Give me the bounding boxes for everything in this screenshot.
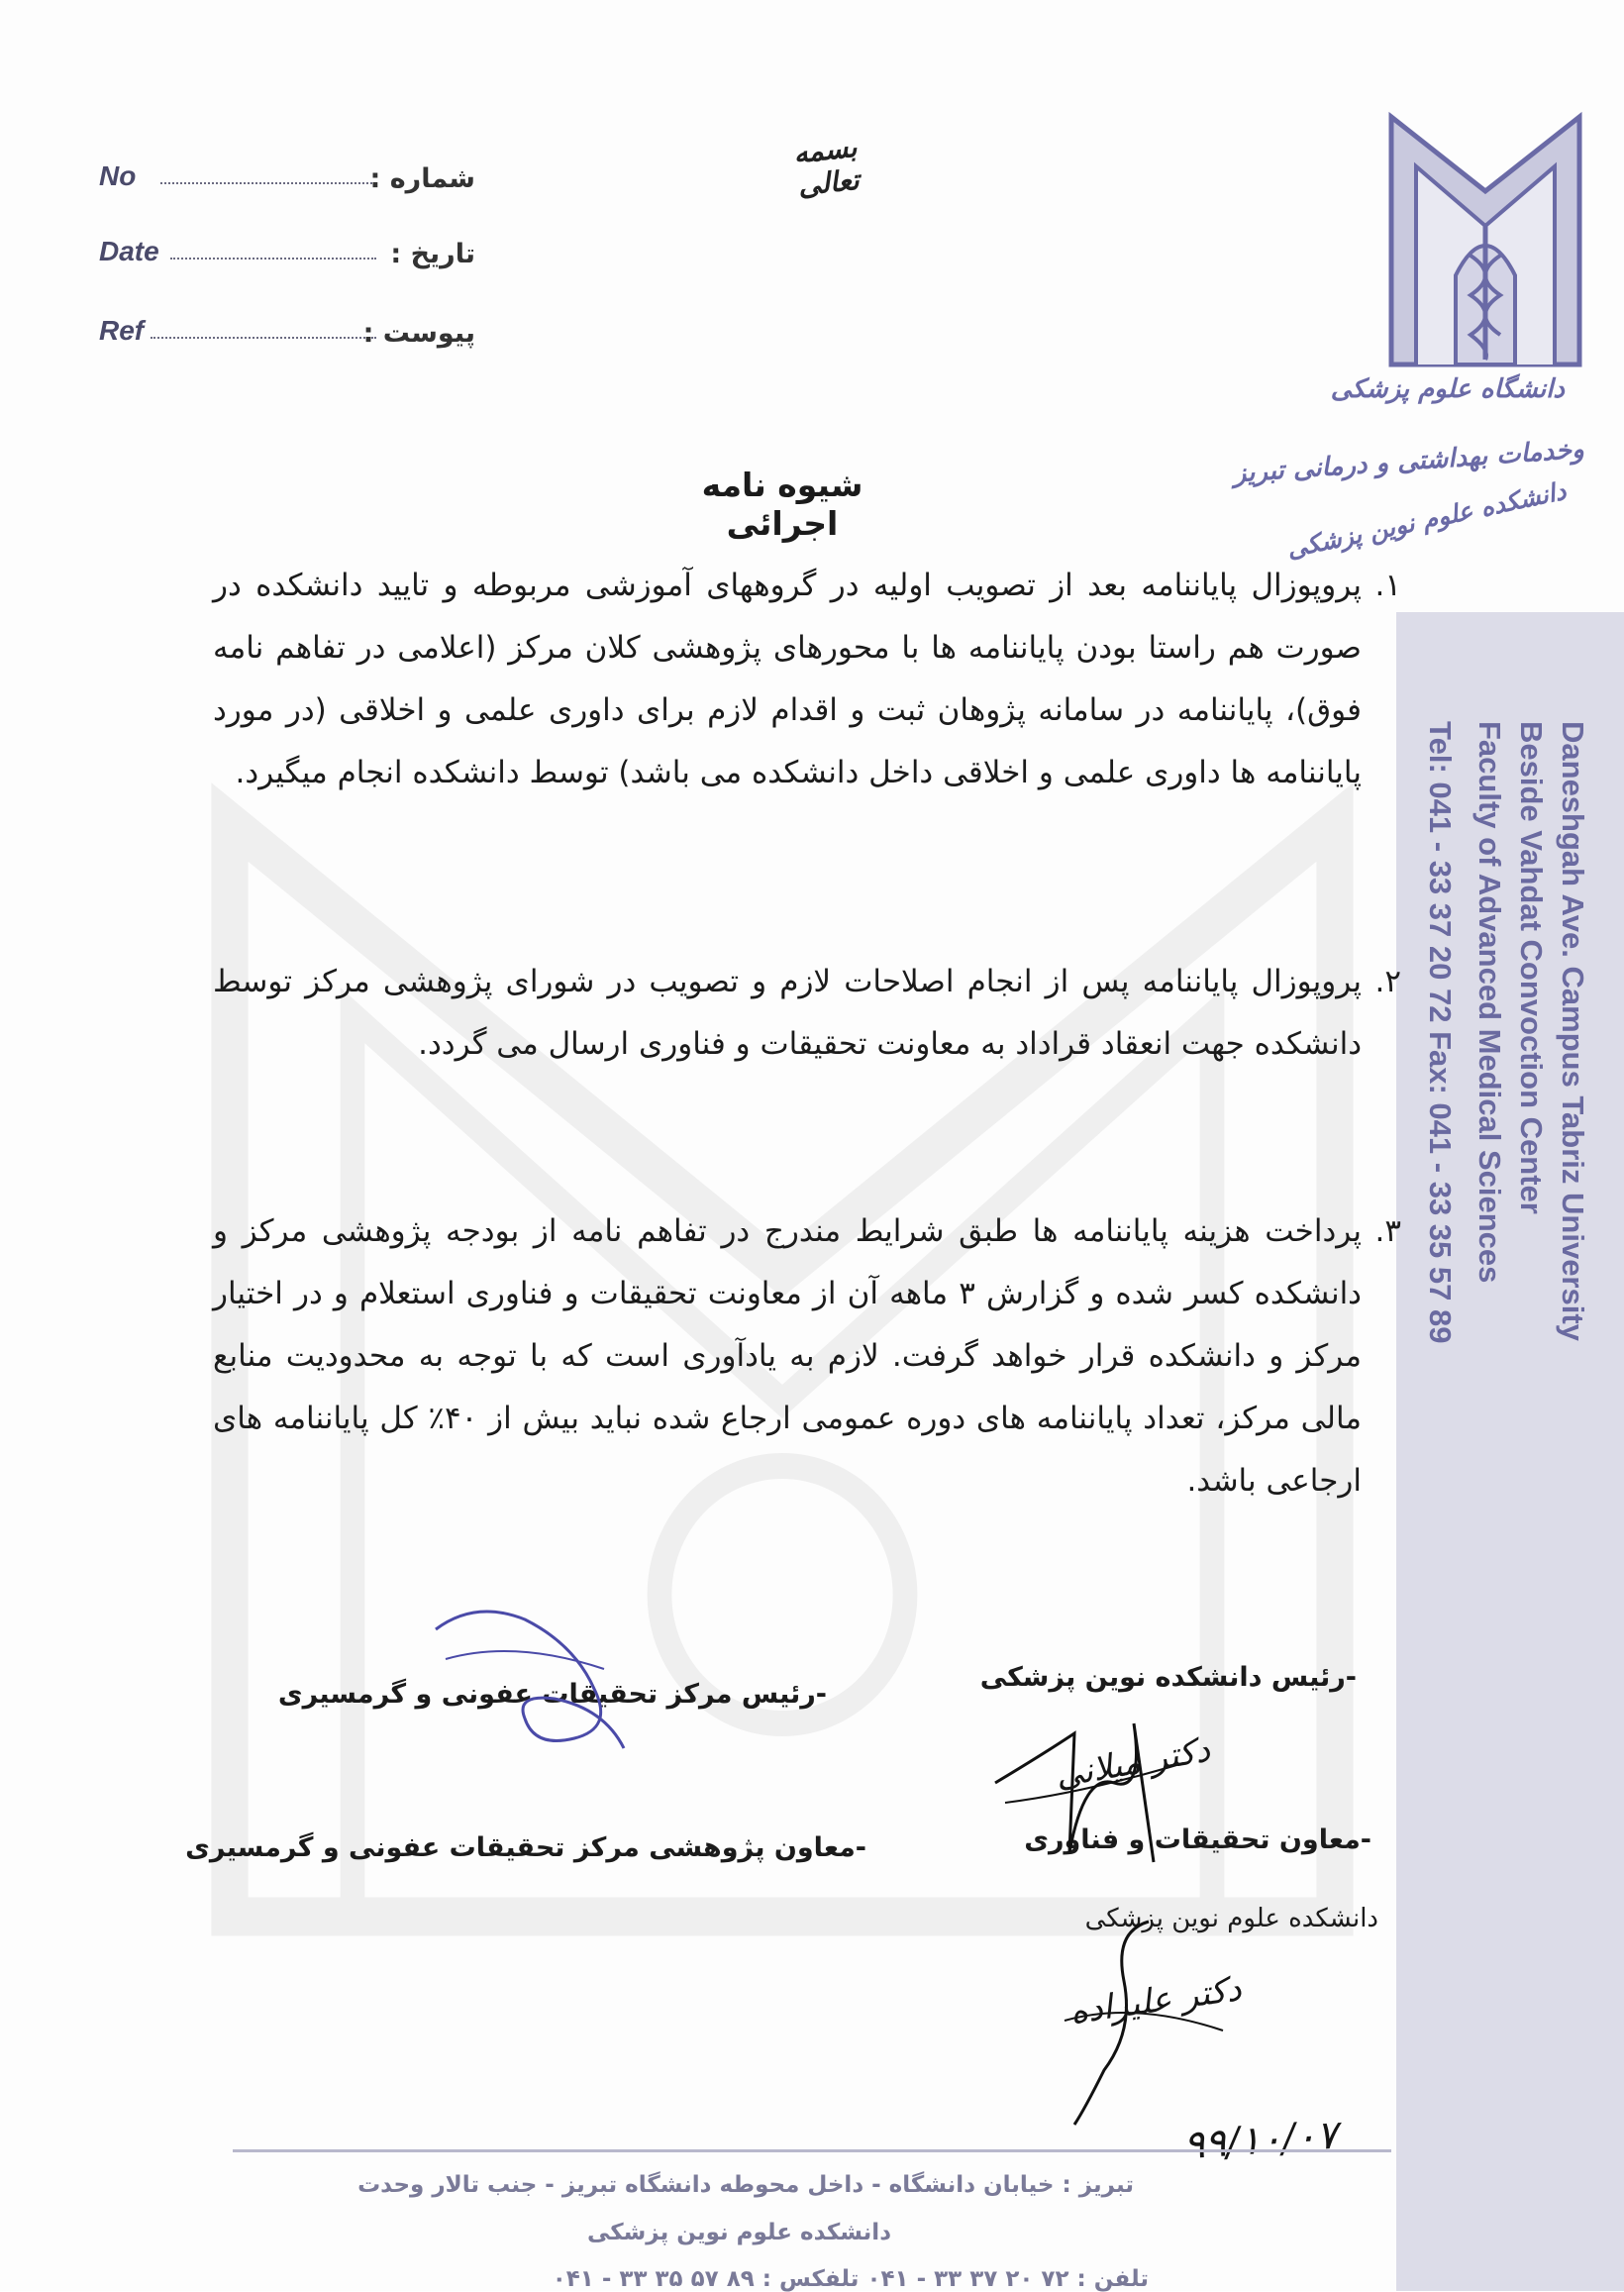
paragraph-item — [213, 951, 1401, 1076]
side-phone-line: Tel: 041 - 33 37 20 72 Fax: 041 - 33 35 57 89 — [1423, 721, 1458, 1344]
logo-caption-university: دانشگاه علوم پزشکی — [1330, 374, 1565, 404]
ref-label-en: Ref — [99, 315, 145, 346]
document-title: شیوه نامه اجرائی — [701, 466, 863, 543]
number-dotted-line — [160, 182, 376, 184]
footer-phones: تلفن : ۷۲ ۲۰ ۳۷ ۳۳ - ۰۴۱ تلفکس : ۸۹ ۵۷ ۳۵ ۳۳ - ۰۴۱ — [552, 2266, 1149, 2292]
signatory-research-deputy: -معاون تحقیقات و فناوری — [1024, 1824, 1371, 1855]
date-dotted-line — [170, 258, 376, 260]
item-text: پروپوزال پایاننامه پس از انجام اصلاحات لازم و تصویب در شورای پژوهشی مرکز توسط دانشکده جهت انعقاد قراداد به معاونت تحقیقات و فناوری ارسال می گردد. — [213, 964, 1362, 1062]
side-band-text — [1396, 612, 1624, 1504]
paragraph-item — [213, 555, 1401, 804]
number-label-en: No — [99, 160, 137, 191]
handwritten-date: ۹۹/۱۰/۰۷ — [1181, 2112, 1340, 2169]
item-number: ۲. — [1374, 964, 1401, 999]
handwritten-name-faculty-head: دکتر میلانی — [1052, 1729, 1213, 1797]
signatory-center-head: -رئیس مرکز تحقیقات عفونی و گرمسیری — [277, 1679, 827, 1710]
paragraph-item — [213, 1200, 1401, 1512]
signatory-center-research-deputy: -معاون پژوهشی مرکز تحقیقات عفونی و گرمسیری — [185, 1832, 866, 1863]
handwritten-name-research-deputy: دکتر علیزاده — [1067, 1969, 1245, 2032]
footer-divider — [233, 2149, 1391, 2152]
item-number: ۱. — [1374, 568, 1401, 603]
logo-caption-services: وخدمات بهداشتی و درمانی تبریز — [1232, 434, 1585, 489]
side-faculty-line: Faculty of Advanced Medical Sciences — [1472, 721, 1507, 1284]
footer-faculty: دانشکده علوم نوین پزشکی — [587, 2220, 891, 2245]
signatory-faculty-name: دانشکده علوم نوین پزشکی — [1084, 1904, 1378, 1933]
item-text: پروپوزال پایاننامه بعد از تصویب اولیه در گروههای آموزشی مربوطه و تایید دانشکده در صورت هم راستا بودن پایاننامه ها با محورهای پژوهشی کلان مرکز (اعلامی در تفاهم نامه فوق)، پایاننامه در سامانه پژوهان ثبت و اقدام لازم برای داوری علمی و اخلاقی (در مورد پایاننامه ها داوری علمی و اخلاقی داخل دانشکده می باشد) توسط دانشکده انجام میگیرد. — [213, 568, 1362, 790]
item-text: پرداخت هزینه پایاننامه ها طبق شرایط مندرج در تفاهم نامه از بودجه پژوهشی مرکز و دانشکده کسر شده و گزارش ۳ ماهه آن از معاونت تحقیقات و فناوری استعلام و در اختیار مرکز و دانشکده قرار خواهد گرفت. لازم به یادآوری است که با توجه به محدودیت منابع مالی مرکز، تعداد پایاننامه های دوره عمومی ارجاع شده نباید بیش از ۴۰٪ کل پایاننامه های ارجاعی باشد. — [213, 1213, 1362, 1499]
signature-scribble-center — [416, 1600, 644, 1758]
date-label-en: Date — [99, 236, 159, 266]
number-label-fa: شماره : — [369, 163, 475, 194]
date-field — [99, 224, 475, 273]
ref-dotted-line — [151, 337, 376, 339]
side-address-line: Daneshgah Ave. Campus Tabriz University — [1556, 721, 1590, 1341]
signatory-faculty-head: -رئیس دانشکده نوین پزشکی — [979, 1662, 1357, 1693]
ref-label-fa: پیوست : — [362, 318, 475, 349]
item-number: ۳. — [1374, 1213, 1401, 1249]
date-label-fa: تاریخ : — [390, 239, 475, 269]
logo-caption-faculty: دانشکده علوم نوین پزشکی — [1283, 475, 1569, 564]
bismillah-heading: بسمه تعالی — [791, 130, 862, 203]
number-field — [99, 149, 475, 198]
footer-address: تبریز : خیابان دانشگاه - داخل محوطه دانشگاه تبریز - جنب تالار وحدت — [357, 2172, 1134, 2198]
side-location-line: Beside Vahdat Convoction Center — [1514, 721, 1549, 1214]
university-logo — [1381, 107, 1589, 374]
ref-field — [99, 303, 475, 353]
